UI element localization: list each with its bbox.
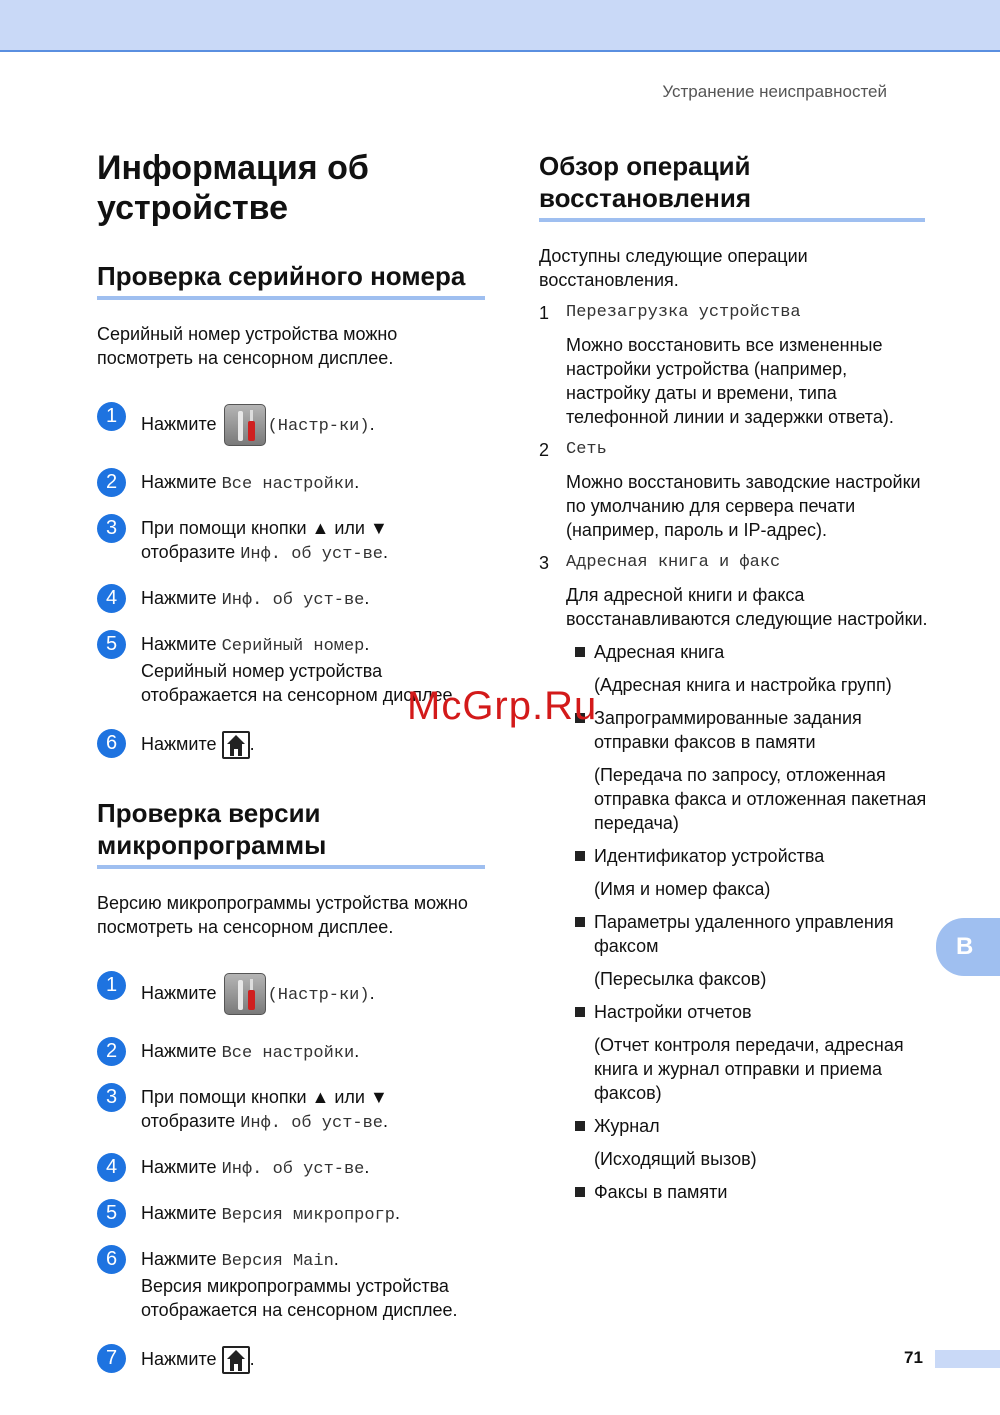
step-number-badge: 7 <box>97 1344 126 1373</box>
settings-icon <box>224 404 266 446</box>
settings-icon <box>224 973 266 1015</box>
bullet-item: Параметры удаленного управления факсом <box>539 910 929 958</box>
step-number-badge: 2 <box>97 1037 126 1066</box>
bullet-square-icon <box>575 917 585 927</box>
serial-step-3: 3 При помощи кнопки ▲ или ▼ отобразите Инф. об уст-ве. <box>97 516 485 567</box>
serial-section-title: Проверка серийного номера <box>97 260 485 300</box>
chapter-tab: B <box>936 918 1000 976</box>
restore-section-title: Обзор операций восстановления <box>539 150 925 222</box>
bullet-item: Адресная книга <box>539 640 929 664</box>
firmware-step-6: 6 Нажмите Версия Main. Версия микропрограммы устройства отображается на сенсорном дисплее. <box>97 1247 485 1322</box>
bullet-item: Настройки отчетов <box>539 1000 929 1024</box>
step-number-badge: 4 <box>97 1153 126 1182</box>
firmware-step-3: 3 При помощи кнопки ▲ или ▼ отобразите Инф. об уст-ве. <box>97 1085 485 1136</box>
firmware-step-1: 1 Нажмите (Настр-ки). <box>97 973 485 1015</box>
step-number-badge: 1 <box>97 402 126 431</box>
firmware-step-7: 7 Нажмите . <box>97 1346 485 1374</box>
bullet-note: (Передача по запросу, отложенная отправка факса и отложенная пакетная передача) <box>594 765 927 833</box>
step-number-badge: 3 <box>97 1083 126 1112</box>
home-icon <box>222 731 250 759</box>
serial-step-1: 1 Нажмите (Настр-ки). <box>97 404 485 446</box>
step-number-badge: 3 <box>97 514 126 543</box>
bullet-item: Идентификатор устройства <box>539 844 929 868</box>
bullet-square-icon <box>575 851 585 861</box>
left-column <box>97 148 485 1374</box>
bullet-square-icon <box>575 1007 585 1017</box>
bullet-note: (Исходящий вызов) <box>594 1149 757 1169</box>
bullet-square-icon <box>575 1187 585 1197</box>
running-head: Устранение неисправностей <box>662 82 887 101</box>
firmware-step-4: 4 Нажмите Инф. об уст-ве. <box>97 1155 485 1182</box>
page-number-bar <box>935 1350 1000 1368</box>
bullet-item: Факсы в памяти <box>539 1180 929 1204</box>
firmware-step-2: 2 Нажмите Все настройки. <box>97 1039 485 1066</box>
serial-step-6: 6 Нажмите . <box>97 731 485 759</box>
restore-op-3: 3 Адресная книга и факс Для адресной книги и факса восстанавливаются следующие настройки. <box>539 553 928 629</box>
bullet-note: (Адресная книга и настройка групп) <box>594 675 892 695</box>
restore-op-2: 2 Сеть Можно восстановить заводские настройки по умолчанию для сервера печати (например, пароль и IP-адрес). <box>539 440 921 540</box>
step-number-badge: 2 <box>97 468 126 497</box>
step-number-badge: 6 <box>97 1245 126 1274</box>
firmware-intro: Версию микропрограммы устройства можно посмотреть на сенсорном дисплее. <box>97 893 468 937</box>
page-title: Информация об устройстве <box>97 149 369 227</box>
serial-step-4: 4 Нажмите Инф. об уст-ве. <box>97 586 485 613</box>
bullet-item: Запрограммированные задания отправки факсов в памяти <box>539 706 929 754</box>
step-number-badge: 4 <box>97 584 126 613</box>
serial-step-2: 2 Нажмите Все настройки. <box>97 470 485 497</box>
top-header-band <box>0 0 1000 52</box>
step-number-badge: 6 <box>97 729 126 758</box>
step-number-badge: 5 <box>97 630 126 659</box>
bullet-square-icon <box>575 647 585 657</box>
right-column <box>539 150 929 1204</box>
serial-intro: Серийный номер устройства можно посмотреть на сенсорном дисплее. <box>97 324 398 368</box>
bullet-note: (Имя и номер факса) <box>594 879 771 899</box>
restore-intro: Доступны следующие операции восстановления. <box>539 246 808 290</box>
page-number: 71 <box>904 1348 923 1367</box>
step-number-badge: 1 <box>97 971 126 1000</box>
restore-op-1: 1 Перезагрузка устройства Можно восстановить все измененные настройки устройства (например, настройку даты и времени, типа телефонной линии и задержки ответа). <box>539 303 894 427</box>
firmware-section-title: Проверка версии микропрограммы <box>97 797 485 869</box>
bullet-square-icon <box>575 1121 585 1131</box>
bullet-item: Журнал <box>539 1114 929 1138</box>
step-number-badge: 5 <box>97 1199 126 1228</box>
bullet-note: (Пересылка факсов) <box>594 969 767 989</box>
watermark: McGrp.Ru <box>407 684 598 728</box>
home-icon <box>222 1346 250 1374</box>
bullet-note: (Отчет контроля передачи, адресная книга и журнал отправки и приема факсов) <box>594 1035 904 1103</box>
serial-step-5: 5 Нажмите Серийный номер. Серийный номер устройства отображается на сенсорном дисплее. <box>97 632 485 707</box>
firmware-step-5: 5 Нажмите Версия микропрогр. <box>97 1201 485 1228</box>
